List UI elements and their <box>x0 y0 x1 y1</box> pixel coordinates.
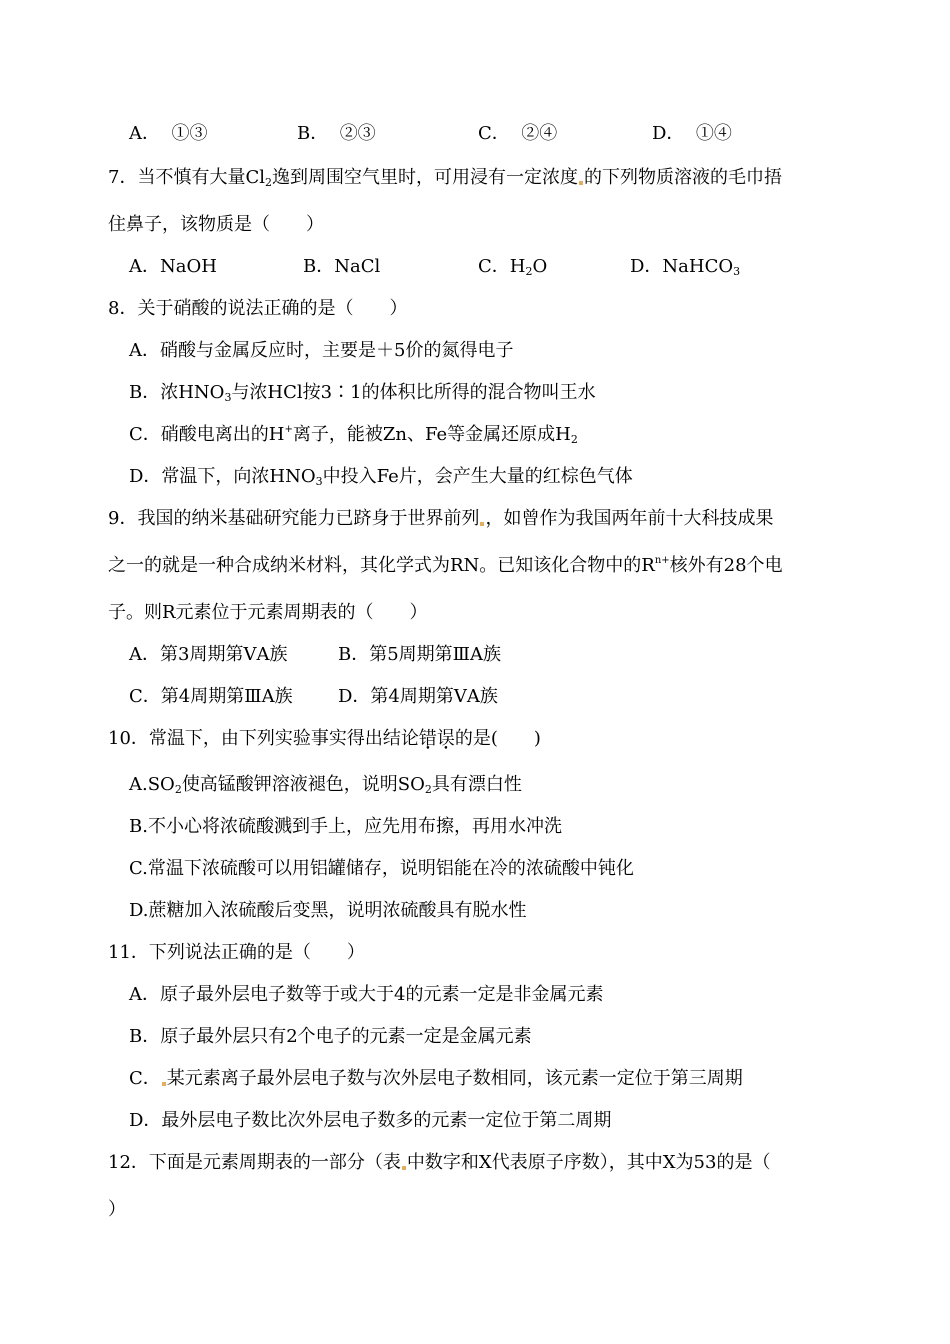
q7-option-a: A．NaOH <box>129 256 217 277</box>
q8-option-a: A．硝酸与金属反应时，主要是＋5价的氮得电子 <box>129 340 514 361</box>
q9-option-c: C．第4周期第ⅢA族 <box>129 686 293 707</box>
edit-mark <box>402 1166 406 1170</box>
q8-option-d: D．常温下，向浓$HNO_3$中投入Fe片，会产生大量的红棕色气体 <box>129 466 633 488</box>
q6-option-a: A． ①③ <box>129 123 208 144</box>
edit-mark <box>579 181 583 185</box>
q11-stem: 11．下列说法正确的是（ ） <box>108 942 365 963</box>
q9-stem-line3: 子。则R元素位于元素周期表的（ ） <box>108 602 428 623</box>
q7-stem-line2: 住鼻子，该物质是（ ） <box>108 214 324 235</box>
q11-option-d: D．最外层电子数比次外层电子数多的元素一定位于第二周期 <box>129 1110 612 1131</box>
emphasis-char: 错 <box>418 728 437 749</box>
q11-option-b: B．原子最外层只有2个电子的元素一定是金属元素 <box>129 1026 532 1047</box>
q10-option-b: B.不小心将浓硫酸溅到手上，应先用布擦，再用水冲洗 <box>129 816 562 837</box>
q8-option-b: B．浓$HNO_3$与浓HCl按3∶1的体积比所得的混合物叫王水 <box>129 382 596 404</box>
q10-stem: 10．常温下，由下列实验事实得出结论错误的是( ) <box>108 728 541 749</box>
q11-option-a: A．原子最外层电子数等于或大于4的元素一定是非金属元素 <box>129 984 604 1005</box>
q8-option-c: C．硝酸电离出的H+离子，能被Zn、Fe等金属还原成$H_2$ <box>129 424 578 446</box>
q10-option-a: $A.SO_2$使高锰酸钾溶液褪色，说明$SO_2$具有漂白性 <box>129 774 522 796</box>
q8-stem: 8．关于硝酸的说法正确的是（ ） <box>108 298 408 319</box>
q7-stem-line1: 7．当不慎有大量$Cl_2$逸到周围空气里时，可用浸有一定浓度 的下列物质溶液的毛巾捂 <box>108 167 782 189</box>
q10-option-d: D.蔗糖加入浓硫酸后变黑，说明浓硫酸具有脱水性 <box>129 900 527 921</box>
edit-mark <box>162 1082 166 1086</box>
q7-option-d: D．NaHCO$_3$ <box>630 256 741 278</box>
q6-option-b: B． ②③ <box>297 123 376 144</box>
q9-option-b: B．第5周期第ⅢA族 <box>338 644 502 665</box>
q12-stem-line1: 12．下面是元素周期表的一部分（表 中数字和X代表原子序数），其中X为53的是（ <box>108 1152 771 1173</box>
q11-option-c: C． 某元素离子最外层电子数与次外层电子数相同，该元素一定位于第三周期 <box>129 1068 743 1089</box>
emphasis-char: 误 <box>436 728 455 749</box>
q10-option-c: C.常温下浓硫酸可以用铝罐储存，说明铝能在冷的浓硫酸中钝化 <box>129 858 634 879</box>
q7-option-b: B．NaCl <box>303 256 381 277</box>
q9-option-d: D．第4周期第ⅤA族 <box>338 686 498 707</box>
q9-stem-line1: 9．我国的纳米基础研究能力已跻身于世界前列 ，如曾作为我国两年前十大科技成果 <box>108 508 774 529</box>
edit-mark <box>480 522 484 526</box>
q6-option-d: D． ①④ <box>652 123 732 144</box>
q9-option-a: A．第3周期第ⅤA族 <box>129 644 288 665</box>
q12-stem-line2: ） <box>108 1199 126 1220</box>
q6-option-c: C． ②④ <box>478 123 558 144</box>
q7-option-c: C．$H_2O$ <box>478 256 548 278</box>
q9-stem-line2: 之一的就是一种合成纳米材料，其化学式为RN。已知该化合物中的$R^{n+}$核外有28个电 <box>108 555 783 576</box>
